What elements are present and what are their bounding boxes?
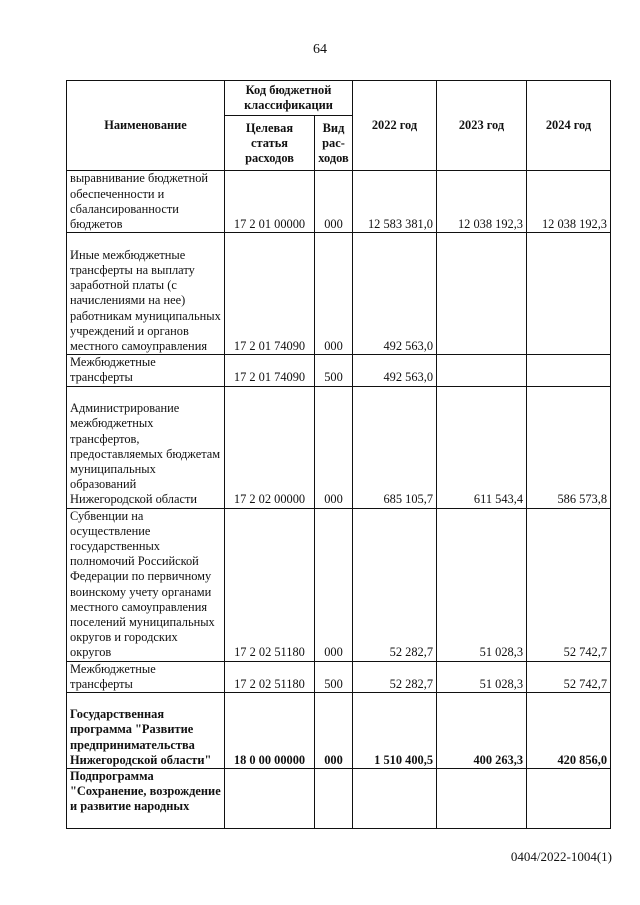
header-year-2024: 2024 год bbox=[527, 81, 611, 171]
header-year-2022: 2022 год bbox=[353, 81, 437, 171]
row-code: 17 2 02 51180 bbox=[225, 508, 315, 661]
row-vid bbox=[315, 769, 353, 829]
row-vid: 500 bbox=[315, 355, 353, 386]
row-name: Субвенции на осуществление государственных полномочий Российской Федерации по первичному воинскому учету органами местного самоуправления поселений муниципальных округов и городских округов bbox=[67, 508, 225, 661]
row-value-2023 bbox=[437, 233, 527, 355]
row-code: 17 2 01 74090 bbox=[225, 355, 315, 386]
row-value-2023: 400 263,3 bbox=[437, 693, 527, 769]
row-value-2023: 611 543,4 bbox=[437, 386, 527, 508]
row-value-2022: 52 282,7 bbox=[353, 508, 437, 661]
row-value-2023: 51 028,3 bbox=[437, 661, 527, 692]
row-name: Государственная программа "Развитие предпринимательства Нижегородской области" bbox=[67, 693, 225, 769]
row-value-2024: 586 573,8 bbox=[527, 386, 611, 508]
header-name: Наименование bbox=[67, 81, 225, 171]
row-vid: 500 bbox=[315, 661, 353, 692]
row-value-2022: 12 583 381,0 bbox=[353, 171, 437, 233]
row-code: 17 2 02 51180 bbox=[225, 661, 315, 692]
row-value-2022: 52 282,7 bbox=[353, 661, 437, 692]
row-value-2022 bbox=[353, 769, 437, 829]
table-row bbox=[67, 661, 611, 692]
row-value-2024: 52 742,7 bbox=[527, 661, 611, 692]
row-value-2024: 52 742,7 bbox=[527, 508, 611, 661]
row-name: Администрирование межбюджетных трансфертов, предоставляемых бюджетам муниципальных образований Нижегородской области bbox=[67, 386, 225, 508]
row-vid: 000 bbox=[315, 693, 353, 769]
row-value-2023 bbox=[437, 355, 527, 386]
row-value-2022: 685 105,7 bbox=[353, 386, 437, 508]
document-code: 0404/2022-1004(1) bbox=[510, 849, 612, 864]
header-target-article: Целевая статья расходов bbox=[225, 116, 315, 171]
table-row bbox=[67, 769, 611, 829]
row-value-2023: 12 038 192,3 bbox=[437, 171, 527, 233]
row-value-2022: 492 563,0 bbox=[353, 355, 437, 386]
row-code: 17 2 01 00000 bbox=[225, 171, 315, 233]
row-name: Межбюджетные трансферты bbox=[67, 661, 225, 692]
row-vid: 000 bbox=[315, 171, 353, 233]
row-value-2022: 492 563,0 bbox=[353, 233, 437, 355]
table-row bbox=[67, 171, 611, 233]
table-row bbox=[67, 508, 611, 661]
table-row bbox=[67, 233, 611, 355]
row-vid: 000 bbox=[315, 508, 353, 661]
row-value-2023 bbox=[437, 769, 527, 829]
row-code: 17 2 01 74090 bbox=[225, 233, 315, 355]
row-name: выравнивание бюджетной обеспеченности и сбалансированности бюджетов bbox=[67, 171, 225, 233]
header-kbk-group: Код бюджетной классификации bbox=[225, 81, 353, 116]
row-name: Межбюджетные трансферты bbox=[67, 355, 225, 386]
row-code: 17 2 02 00000 bbox=[225, 386, 315, 508]
table-row bbox=[67, 693, 611, 769]
row-value-2024 bbox=[527, 769, 611, 829]
row-vid: 000 bbox=[315, 386, 353, 508]
row-name: Иные межбюджетные трансферты на выплату заработной платы (с начислениями на нее) работникам муниципальных учреждений и органов местного самоуправления bbox=[67, 233, 225, 355]
row-value-2024: 420 856,0 bbox=[527, 693, 611, 769]
row-value-2022: 1 510 400,5 bbox=[353, 693, 437, 769]
table-row bbox=[67, 386, 611, 508]
table-row bbox=[67, 355, 611, 386]
row-value-2024: 12 038 192,3 bbox=[527, 171, 611, 233]
page-number: 64 bbox=[313, 42, 327, 57]
row-code: 18 0 00 00000 bbox=[225, 693, 315, 769]
header-expense-type: Вид рас-ходов bbox=[315, 116, 353, 171]
row-name: Подпрограмма "Сохранение, возрождение и развитие народных bbox=[67, 769, 225, 829]
row-value-2023: 51 028,3 bbox=[437, 508, 527, 661]
header-year-2023: 2023 год bbox=[437, 81, 527, 171]
row-vid: 000 bbox=[315, 233, 353, 355]
row-value-2024 bbox=[527, 355, 611, 386]
budget-table bbox=[66, 80, 611, 829]
row-code bbox=[225, 769, 315, 829]
row-value-2024 bbox=[527, 233, 611, 355]
